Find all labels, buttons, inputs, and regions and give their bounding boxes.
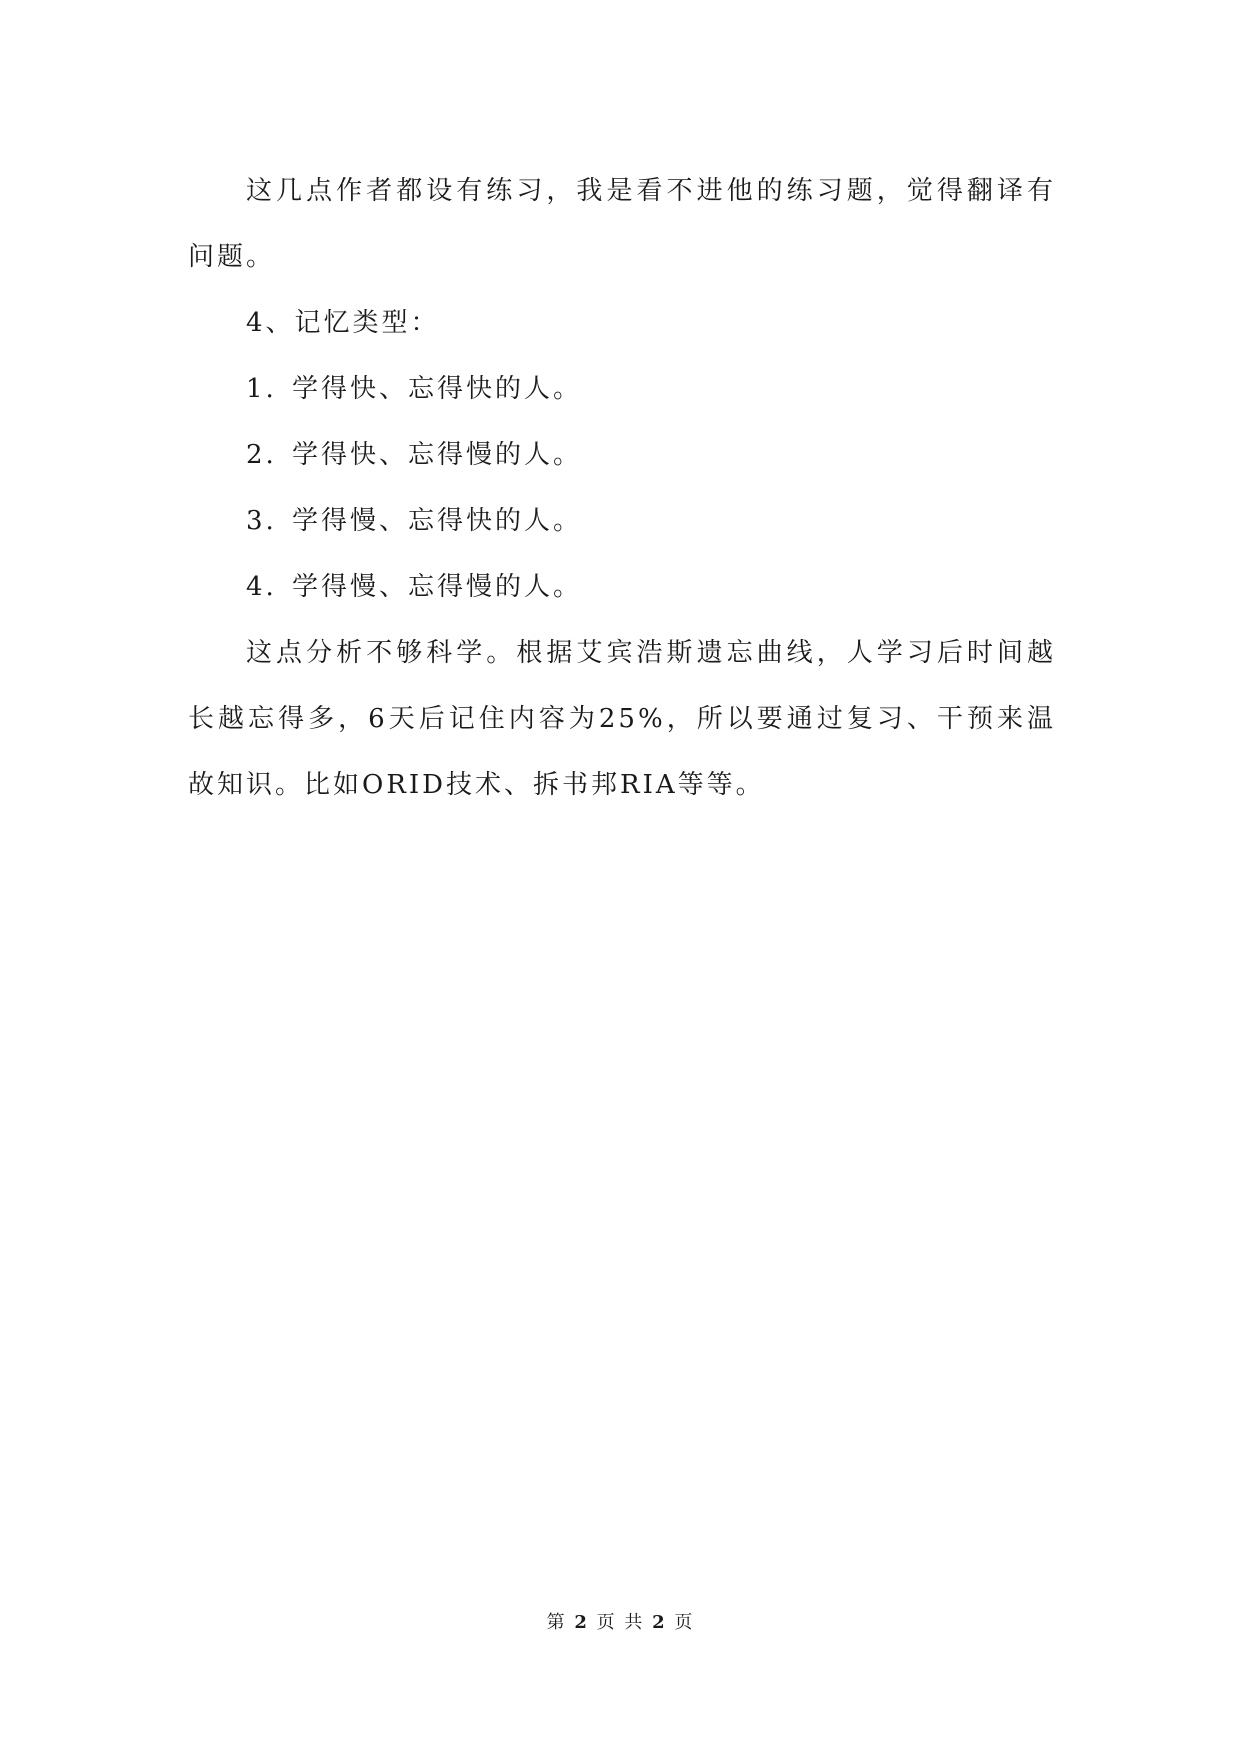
list-item-number: 1.: [246, 374, 277, 404]
list-item-text: 学得快、忘得快的人。: [292, 374, 583, 404]
list-item-text: 学得慢、忘得快的人。: [292, 506, 583, 536]
section-heading-memory-types: 4、记忆类型：: [246, 308, 440, 338]
paragraph-analysis: 这点分析不够科学。根据艾宾浩斯遗忘曲线，人学习后时间越长越忘得多，6天后记住内容为25%，所以要通过复习、干预来温故知识。比如ORID技术、拆书邦RIA等等。: [188, 638, 1056, 800]
list-item: [188, 356, 1056, 422]
list-item-text: 学得快、忘得慢的人。: [292, 440, 583, 470]
list-item-text: 学得慢、忘得慢的人。: [292, 572, 583, 602]
footer-suffix: 页: [674, 1612, 695, 1633]
list-item: [188, 422, 1056, 488]
list-item: [188, 488, 1056, 554]
footer-middle: 页 共: [596, 1612, 645, 1633]
footer-total-pages: 2: [652, 1612, 667, 1633]
footer-current-page: 2: [574, 1612, 589, 1633]
list-item-number: 2.: [246, 440, 277, 470]
page-body: [188, 158, 1056, 818]
list-item-number: 3.: [246, 506, 277, 536]
paragraph-practice-note: 这几点作者都设有练习，我是看不进他的练习题，觉得翻译有问题。: [188, 176, 1056, 272]
list-item: [188, 554, 1056, 620]
page-footer: [0, 1608, 1241, 1634]
list-item-number: 4.: [246, 572, 277, 602]
footer-prefix: 第: [546, 1612, 567, 1633]
